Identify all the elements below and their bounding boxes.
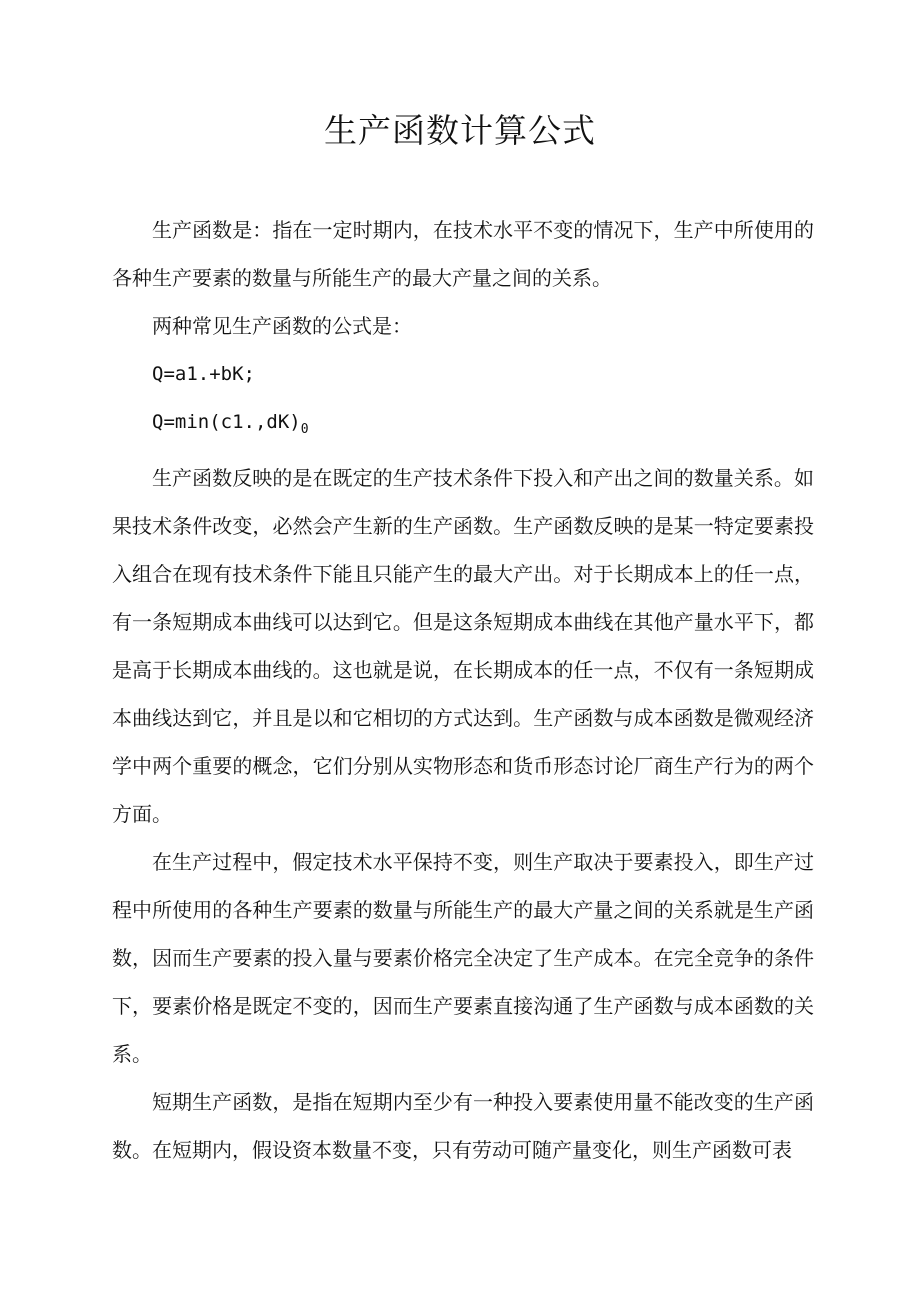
document-title: 生产函数计算公式	[324, 111, 596, 150]
paragraph-short-run: 短期生产函数，是指在短期内至少有一种投入要素使用量不能改变的生产函数。在短期内，假设资本数量不变，只有劳动可随产量变化，则生产函数可表	[112, 1090, 814, 1162]
formula-leontief-subscript: 0	[300, 422, 309, 437]
formula-leontief-text: Q=min(c1.,dK)	[152, 411, 301, 433]
paragraph-formula-intro: 两种常见生产函数的公式是：	[152, 314, 412, 338]
document-body	[112, 206, 814, 1174]
paragraph-definition: 生产函数是：指在一定时期内，在技术水平不变的情况下，生产中所使用的各种生产要素的数量与所能生产的最大产量之间的关系。	[112, 218, 814, 290]
formula-linear: Q=a1.+bK;	[152, 363, 255, 385]
formula-leontief	[112, 398, 814, 454]
paragraph-production-relation: 生产函数反映的是在既定的生产技术条件下投入和产出之间的数量关系。如果技术条件改变，必然会产生新的生产函数。生产函数反映的是某一特定要素投入组合在现有技术条件下能且只能产生的最大产出。对于长期成本上的任一点，有一条短期成本曲线可以达到它。但是这条短期成本曲线在其他产量水平下，都是高于长期成本曲线的。这也就是说，在长期成本的任一点，不仅有一条短期成本曲线达到它，并且是以和它相切的方式达到。生产函数与成本函数是微观经济学中两个重要的概念，它们分别从实物形态和货币形态讨论厂商生产行为的两个方面。	[112, 466, 814, 826]
paragraph-production-cost: 在生产过程中，假定技术水平保持不变，则生产取决于要素投入，即生产过程中所使用的各种生产要素的数量与所能生产的最大产量之间的关系就是生产函数，因而生产要素的投入量与要素价格完全决定了生产成本。在完全竞争的条件下，要素价格是既定不变的，因而生产要素直接沟通了生产函数与成本函数的关系。	[112, 850, 814, 1066]
